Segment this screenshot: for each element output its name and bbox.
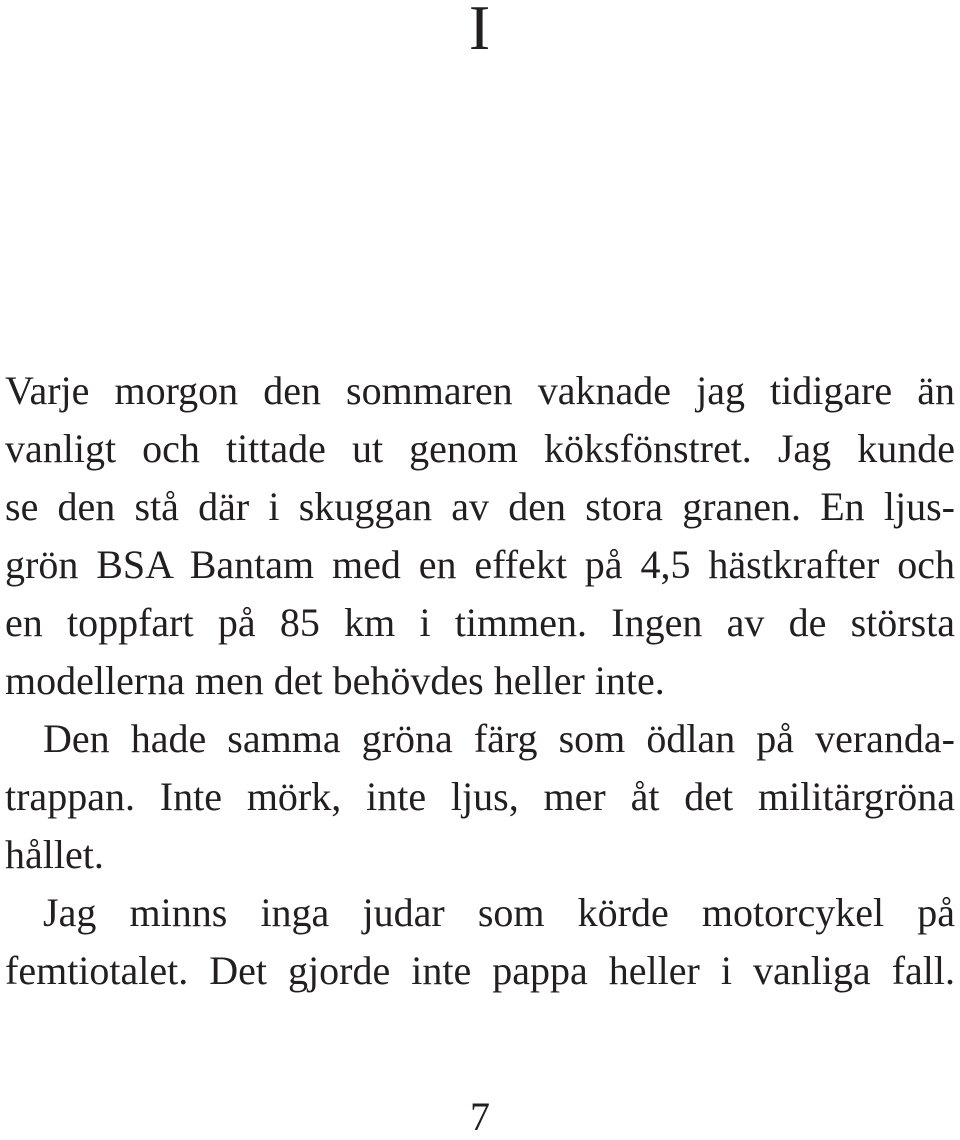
text-line: Den hade samma gröna färg som ödlan på veranda-	[43, 716, 955, 761]
text-line: grön BSA Bantam med en effekt på 4,5 hästkrafter och	[5, 542, 955, 587]
text-line: en toppfart på 85 km i timmen. Ingen av de största	[5, 600, 955, 645]
text-line: femtiotalet. Det gjorde inte pappa heller i vanliga fall.	[5, 948, 955, 993]
text-line: Jag minns inga judar som körde motorcykel på	[43, 890, 955, 935]
text-line: hållet.	[5, 832, 104, 877]
text-line: modellerna men det behövdes heller inte.	[5, 658, 665, 703]
text-line: se den stå där i skuggan av den stora granen. En ljus-	[5, 484, 955, 529]
chapter-number: I	[468, 0, 492, 63]
body-text	[5, 362, 955, 1000]
text-line: vanligt och tittade ut genom köksfönstret. Jag kunde	[5, 426, 955, 471]
text-line: Varje morgon den sommaren vaknade jag tidigare än	[5, 368, 955, 413]
page-number: 7	[470, 1094, 490, 1139]
text-line: trappan. Inte mörk, inte ljus, mer åt det militärgröna	[5, 774, 955, 819]
